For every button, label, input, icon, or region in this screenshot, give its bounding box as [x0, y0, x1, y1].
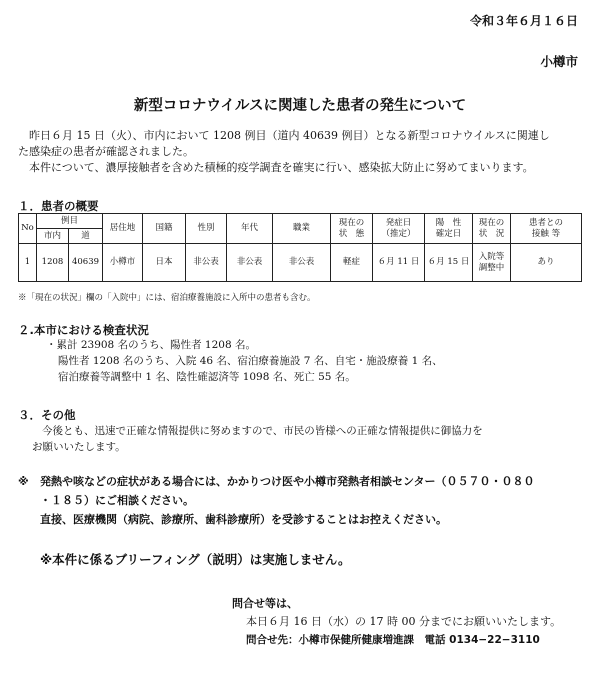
table-row [19, 244, 582, 282]
cell-status-line-2: 調整中 [478, 262, 505, 273]
section-3-body [32, 423, 483, 455]
cell-positive: ６月 15 日 [425, 244, 473, 282]
header-condition-line-1: 現在の [338, 217, 365, 228]
cell-age: 非公表 [227, 244, 273, 282]
cell-status-line-1: 入院等 [478, 251, 505, 262]
notice-mark: ※ [18, 475, 29, 488]
notice-block [40, 472, 588, 529]
header-gender: 性別 [186, 214, 227, 244]
header-condition-line-2: 状 態 [338, 228, 365, 239]
header-onset [373, 214, 425, 244]
cell-onset: ６月 11 日 [373, 244, 425, 282]
header-case: 例目 [37, 214, 103, 229]
cell-residence: 小樽市 [103, 244, 143, 282]
section-2-line-2: 陽性者 1208 名のうち、入院 46 名、宿泊療養施設 7 名、自宅・施設療養 1 名、 [58, 355, 443, 367]
cell-gender: 非公表 [186, 244, 227, 282]
section-2-line-1: ・累計 23908 名のうち、陽性者 1208 名。 [46, 339, 256, 351]
issuer-city: 小樽市 [540, 54, 578, 69]
contact-line-2: 本日６月 16 日（水）の 17 時 00 分までにお願いいたします。 [246, 615, 562, 628]
section-2-heading: ２.本市における検査状況 [18, 323, 149, 337]
header-city-case: 市内 [37, 229, 69, 244]
contact-line-1: 問合せ等は、 [232, 597, 298, 610]
header-onset-line-2: （推定） [381, 228, 416, 239]
notice-line-3: 直接、医療機関（病院、診療所、歯科診療所）を受診することはお控えください。 [40, 513, 447, 526]
header-nationality: 国籍 [143, 214, 186, 244]
cell-city-case: 1208 [37, 244, 69, 282]
cell-nationality: 日本 [143, 244, 186, 282]
section-1-heading: １．患者の概要 [18, 199, 99, 213]
header-residence: 居住地 [103, 214, 143, 244]
header-pref-case: 道 [69, 229, 103, 244]
intro-paragraph [18, 128, 582, 176]
header-positive-line-2: 確定日 [435, 228, 462, 239]
header-age: 年代 [227, 214, 273, 244]
header-status [473, 214, 511, 244]
cell-no: 1 [19, 244, 37, 282]
header-contact [511, 214, 582, 244]
header-onset-line-1: 発症日 [385, 217, 412, 228]
notice-line-1: 発熱や咳などの症状がある場合には、かかりつけ医や小樽市発熱者相談センター（０５７０・０８０ [40, 475, 535, 488]
cell-status [473, 244, 511, 282]
header-positive-line-1: 陽 性 [435, 217, 462, 228]
table-header-row [19, 214, 582, 229]
table-note: ※「現在の状況」欄の「入院中」には、宿泊療養施設に入所中の患者も含む。 [18, 293, 316, 303]
header-positive [425, 214, 473, 244]
header-no: No [19, 214, 37, 244]
header-contact-line-1: 患者との [529, 217, 564, 228]
section-3-line-2: お願いいたします。 [32, 441, 126, 453]
cell-condition: 軽症 [331, 244, 373, 282]
header-occupation: 職業 [273, 214, 331, 244]
section-2-body [46, 337, 443, 385]
intro-line-2: た感染症の患者が確認されました。 [18, 145, 194, 158]
patient-table [18, 213, 582, 282]
header-status-line-2: 状 況 [478, 228, 505, 239]
contact-block [232, 595, 561, 649]
cell-pref-case: 40639 [69, 244, 103, 282]
notice-line-2: ・１８５）にご相談ください。 [40, 494, 194, 507]
section-3-heading: ３．その他 [18, 408, 76, 422]
document-title: 新型コロナウイルスに関連した患者の発生について [133, 98, 467, 114]
section-2-line-3: 宿泊療養等調整中 1 名、陰性確認済等 1098 名、死亡 55 名。 [58, 371, 356, 383]
contact-line-3: 問合せ先：小樽市保健所健康増進課 電話 0134−22−3110 [246, 634, 540, 646]
section-3-line-1: 今後とも、迅速で正確な情報提供に努めますので、市民の皆様への正確な情報提供に御協力を [42, 425, 483, 437]
header-condition [331, 214, 373, 244]
intro-line-1: 昨日６月 15 日（火）、市内において 1208 例目（道内 40639 例目）となる新型コロナウイルスに関連し [29, 129, 550, 142]
briefing-notice: ※本件に係るブリーフィング（説明）は実施しません。 [40, 552, 351, 567]
document-date: 令和３年６月１６日 [469, 14, 578, 28]
header-status-line-1: 現在の [478, 217, 505, 228]
intro-line-3: 本件について、濃厚接触者を含めた積極的疫学調査を確実に行い、感染拡大防止に努めてまいります。 [29, 161, 534, 174]
cell-contact: あり [511, 244, 582, 282]
cell-occupation: 非公表 [273, 244, 331, 282]
header-contact-line-2: 接触 等 [531, 228, 561, 239]
